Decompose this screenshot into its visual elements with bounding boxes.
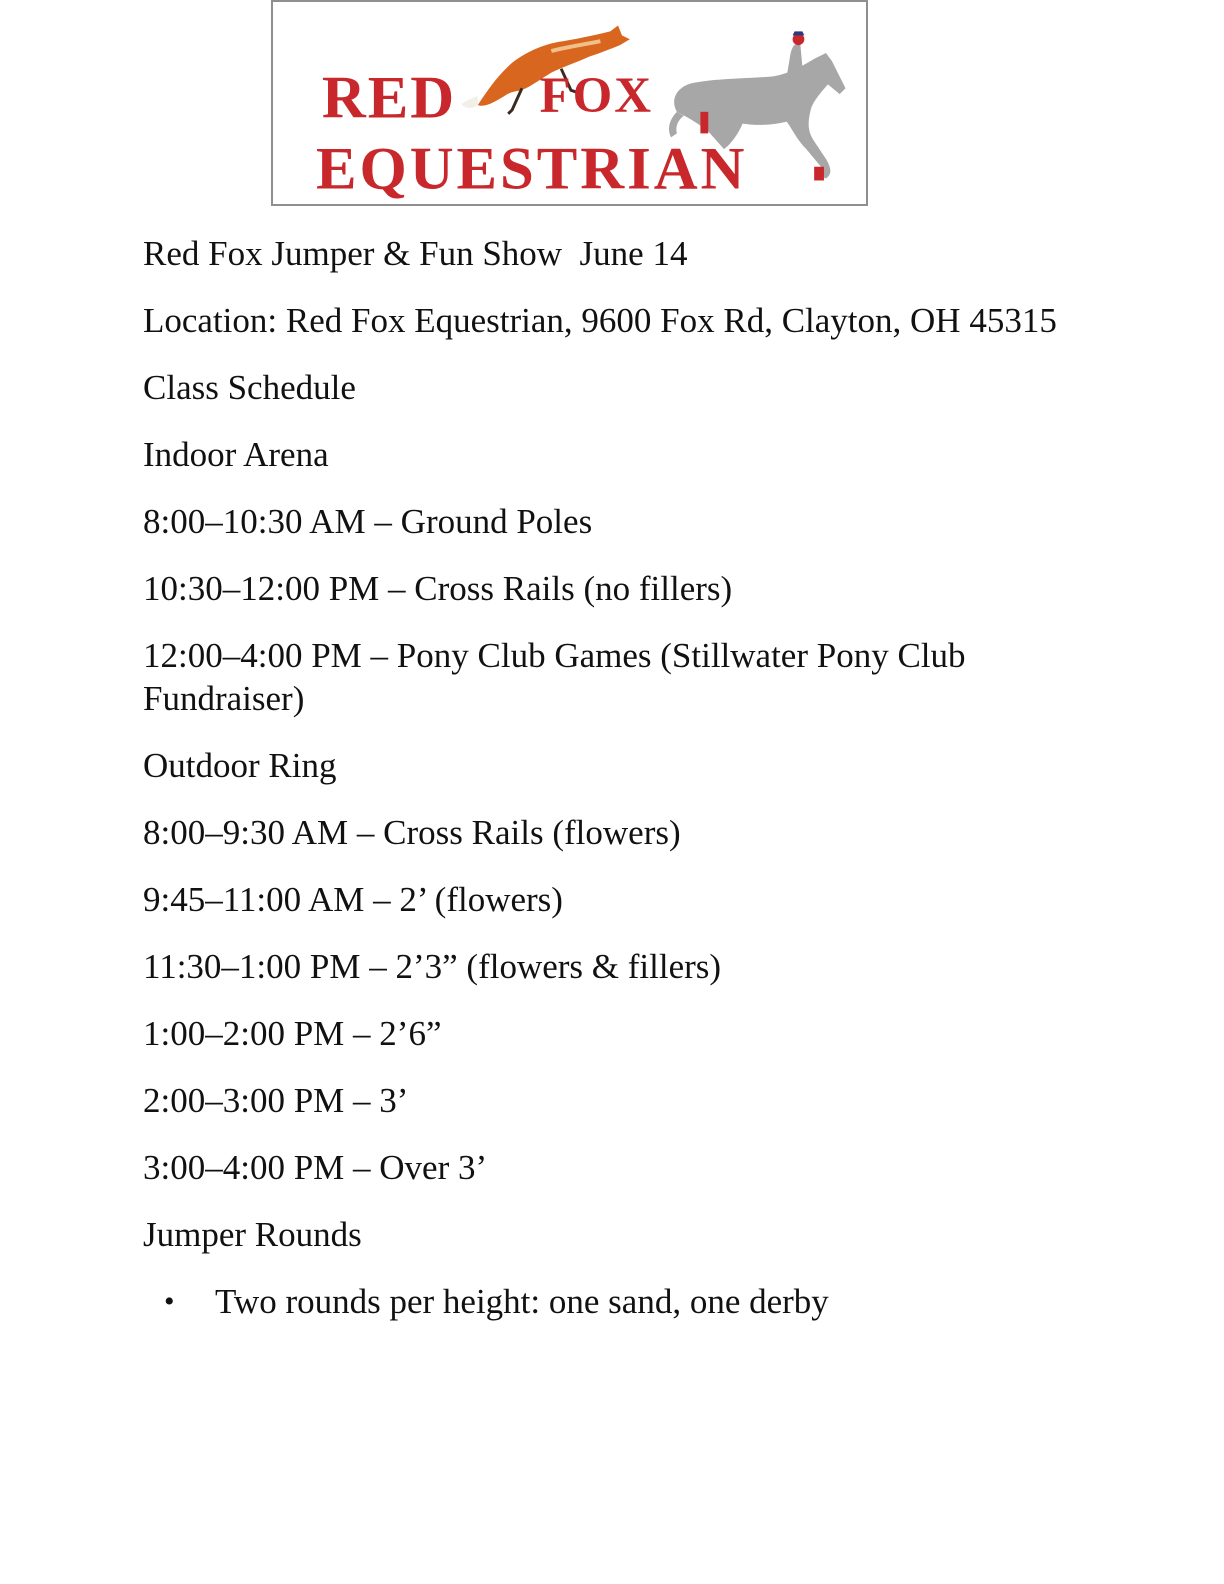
jumper-rounds-list [143, 1280, 1083, 1323]
outdoor-schedule-item: 9:45–11:00 AM – 2’ (flowers) [143, 880, 563, 919]
indoor-schedule-item: 8:00–10:30 AM – Ground Poles [143, 502, 593, 541]
outdoor-schedule-item: 2:00–3:00 PM – 3’ [143, 1081, 409, 1120]
show-title: Red Fox Jumper & Fun Show June 14 [143, 234, 688, 273]
svg-text:FOX: FOX [539, 67, 654, 124]
list-item-text: Two rounds per height: one sand, one derby [215, 1282, 829, 1321]
outdoor-schedule-item: 3:00–4:00 PM – Over 3’ [143, 1148, 488, 1187]
red-fox-equestrian-logo [273, 2, 866, 204]
outdoor-schedule-item: 8:00–9:30 AM – Cross Rails (flowers) [143, 813, 681, 852]
indoor-arena-heading: Indoor Arena [143, 435, 329, 474]
class-schedule-heading: Class Schedule [143, 368, 356, 407]
list-item [143, 1280, 1083, 1323]
jumper-rounds-heading: Jumper Rounds [143, 1215, 362, 1254]
outdoor-schedule-item: 1:00–2:00 PM – 2’6” [143, 1014, 442, 1053]
svg-text:EQUESTRIAN: EQUESTRIAN [316, 135, 748, 203]
svg-text:RED: RED [321, 64, 457, 132]
indoor-schedule-item: 12:00–4:00 PM – Pony Club Games (Stillwater Pony Club Fundraiser) [143, 636, 975, 718]
indoor-schedule-item: 10:30–12:00 PM – Cross Rails (no fillers) [143, 569, 733, 608]
logo-box [271, 0, 868, 206]
document-body [143, 232, 1083, 1323]
bullet-icon: • [164, 1285, 175, 1318]
location-line: Location: Red Fox Equestrian, 9600 Fox Rd, Clayton, OH 45315 [143, 301, 1057, 340]
outdoor-schedule-item: 11:30–1:00 PM – 2’3” (flowers & fillers) [143, 947, 722, 986]
outdoor-ring-heading: Outdoor Ring [143, 746, 337, 785]
logo-text [316, 65, 747, 203]
